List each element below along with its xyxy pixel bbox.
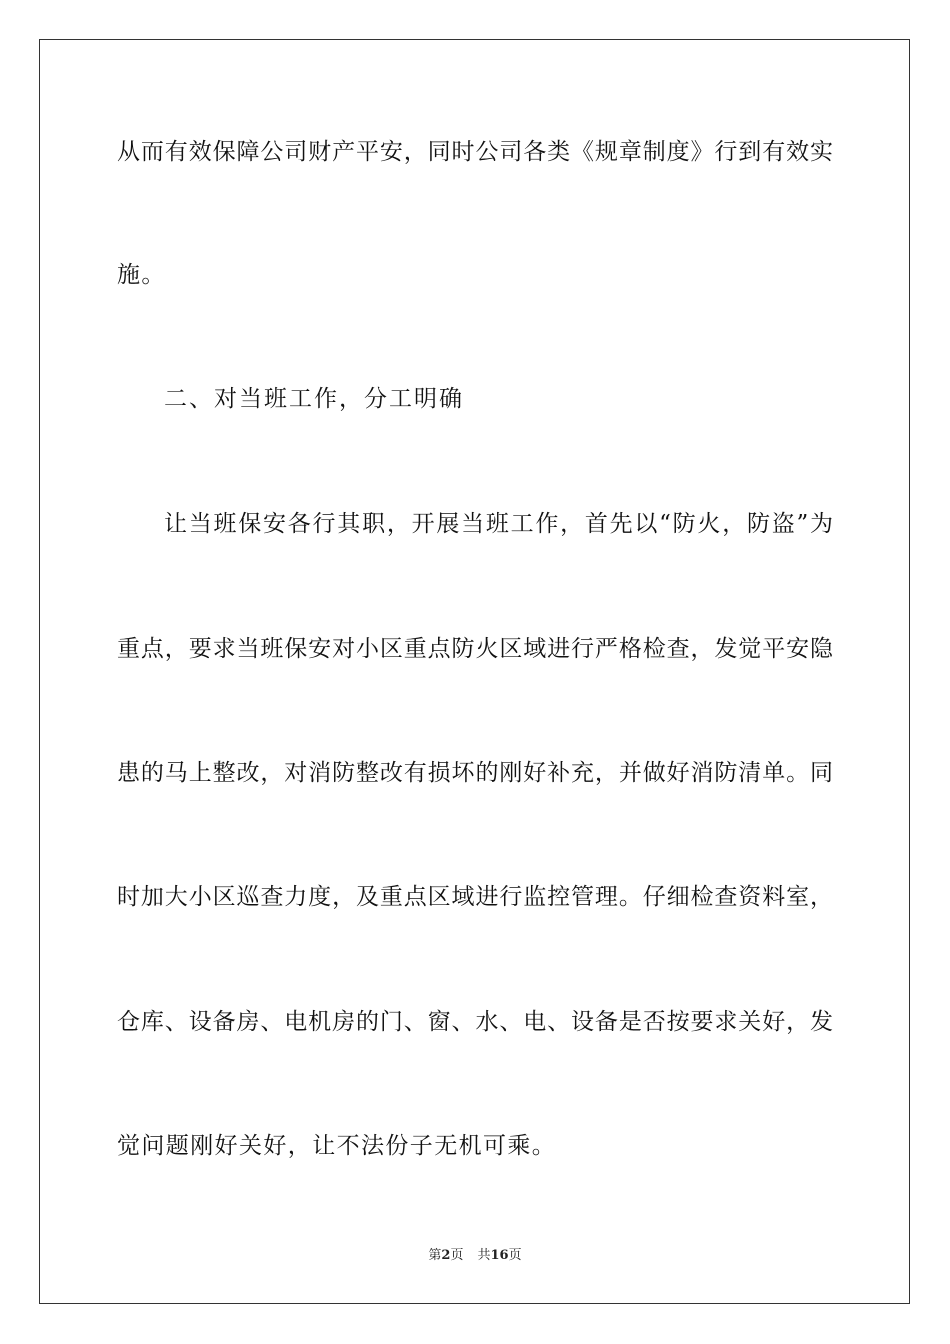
body-line-1: 从而有效保障公司财产平安，同时公司各类《规章制度》行到有效实 <box>117 139 833 165</box>
total-pages: 16 <box>490 1248 509 1263</box>
page-suffix: 页 <box>450 1248 464 1263</box>
body-line-6: 患的马上整改，对消防整改有损坏的刚好补充，并做好消防清单。同 <box>117 760 833 786</box>
body-line-5: 重点，要求当班保安对小区重点防火区域进行严格检查，发觉平安隐 <box>117 636 833 662</box>
body-line-8: 仓库、设备房、电机房的门、窗、水、电、设备是否按要求关好，发 <box>117 1009 833 1035</box>
page-border <box>39 39 910 1304</box>
page-prefix: 第 <box>428 1248 442 1263</box>
body-line-4: 让当班保安各行其职，开展当班工作，首先以“防火，防盗”为 <box>164 511 833 537</box>
body-line-7: 时加大小区巡查力度，及重点区域进行监控管理。仔细检查资料室， <box>117 884 833 910</box>
body-line-2: 施。 <box>117 262 166 288</box>
total-suffix: 页 <box>508 1248 522 1263</box>
section-heading: 二、对当班工作，分工明确 <box>164 386 464 412</box>
page-number: 2 <box>441 1248 451 1263</box>
total-prefix: 共 <box>477 1248 491 1263</box>
page-footer <box>0 1247 950 1265</box>
body-line-9: 觉问题刚好关好，让不法份子无机可乘。 <box>117 1133 557 1159</box>
